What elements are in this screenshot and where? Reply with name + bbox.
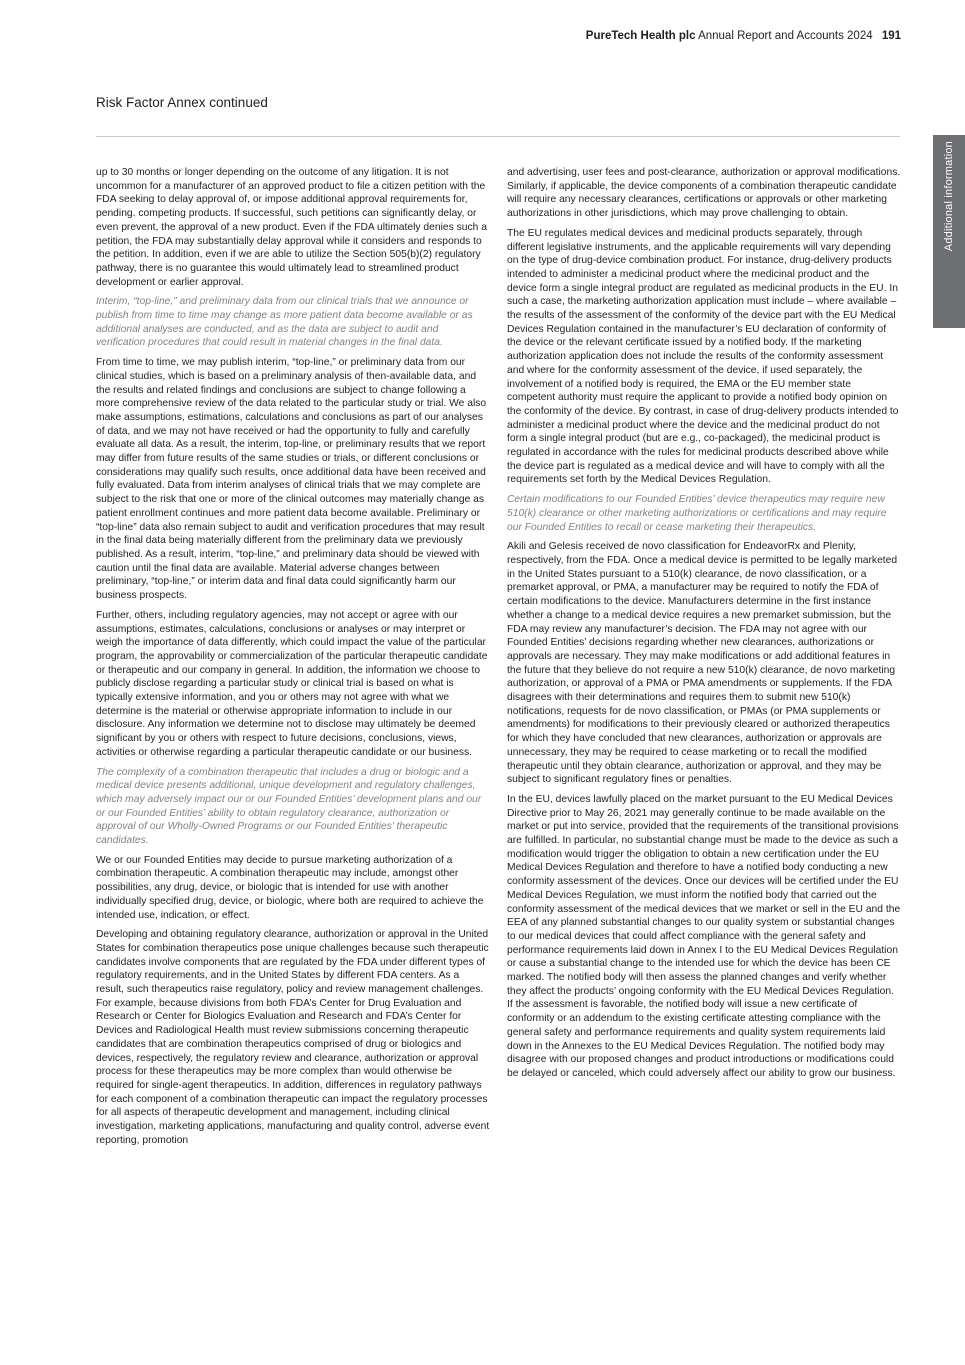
- running-header: [586, 30, 901, 42]
- paragraph: up to 30 months or longer depending on the outcome of any litigation. It is not uncommon for a manufacturer of an approved product to file a citizen petition with the FDA seeking to delay approval of, or impose additional approval requirements for, pending. competing products. If successful, such petitions can significantly delay, or even prevent, the approval of a new product. Even if the FDA ultimately denies such a petition, the FDA may substantially delay approval while it considers and responds to the petition. In addition, even if we are able to utilize the Section 505(b)(2) regulatory pathway, there is no guarantee this would ultimately lead to streamlined product development or earlier approval.: [96, 167, 487, 288]
- paragraph: Akili and Gelesis received de novo classification for EndeavorRx and Plenity, respectively, from the FDA. Once a medical device is permitted to be legally marketed in the United States pursuant to a 510(k) clearance, de novo classification, or a premarket approval, or PMA, a manufacturer may be required to notify the FDA of certain modifications to the device. Manufacturers determine in the first instance whether a change to a medical device requires a new premarket submission, but the FDA may review any manufacturer’s decision. The FDA may not agree with our Founded Entities’ decisions regarding whether new clearances, authorizations or approvals are necessary. They may make modifications or add additional features in the future that they believe do not require a new 510(k) clearance, de novo marketing authorization, or approval of a PMA or PMA amendments or supplements. If the FDA disagrees with their determinations and requires them to submit new 510(k) notifications, requests for de novo classification, or PMAs (or PMA supplements or amendments) for modifications to their previously cleared or authorized therapeutics for which they have concluded that new clearances, authorization or approvals are unnecessary, they may be required to cease marketing or to recall the modified therapeutic until they obtain clearance, authorization or approval, and they may be subject to significant regulatory fines or penalties.: [507, 541, 898, 786]
- paragraph: and advertising, user fees and post-clearance, authorization or approval modifications. Similarly, if applicable, the device components of a combination therapeutic candidate will require any necessary clearances, certifications or approvals or other marketing authorizations in other jurisdictions, which may prove challenging to obtain.: [507, 167, 901, 220]
- right-column: [507, 166, 901, 1087]
- left-column: [96, 166, 490, 1154]
- paragraph: Further, others, including regulatory agencies, may not accept or agree with our assumptions, estimates, calculations, conclusions or analyses or may interpret or weigh the importance of data differently, which could impact the value of the particular program, the approvability or commercialization of the particular therapeutic candidate or therapeutic and our company in general. In addition, the information we choose to publicly disclose regarding a particular study or clinical trial is based on what is typically extensive information, and you or others may not agree with what we determine is the material or otherwise appropriate information to include in our disclosure. Any information we determine not to disclose may ultimately be deemed significant by you or others with respect to future decisions, conclusions, views, activities or otherwise regarding a particular therapeutic candidate or our business.: [96, 609, 488, 758]
- paragraph: We or our Founded Entities may decide to pursue marketing authorization of a combination therapeutic. A combination therapeutic may include, amongst other possibilities, any drug, device, or biologic that is intended for use with another individually specified drug, device, or biologic, where both are required to achieve the intended use, indication, or effect.: [96, 854, 484, 921]
- header-divider: [96, 136, 900, 137]
- report-title: Annual Report and Accounts 2024: [698, 30, 873, 42]
- side-tab[interactable]: [933, 135, 965, 328]
- paragraph: The EU regulates medical devices and medicinal products separately, through different legislative instruments, and the applicable requirements will vary depending on the type of drug-device combination product. For instance, drug-delivery products intended to administer a medicinal product where the medicinal product and the device form a single integral product are regulated as medicinal products in the EU. In such a case, the marketing authorization application must include – where available – the results of the assessment of the conformity of the device part with the EU Medical Devices Regulation contained in the manufacturer’s EU declaration of conformity of the device or the relevant certificate issued by a notified body. If the marketing authorization application does not include the results of the conformity assessment and where for the conformity assessment of the device, if used separately, the involvement of a notified body is required, the EMA or the EU member state competent authority must require the applicant to provide a notified body opinion on the conformity of the device. By contrast, in case of drug-delivery products intended to administer a medicinal product where the device and the medicinal product do not form a single integral product (but are e.g., co-packaged), the medicinal product is regulated in accordance with the rules for medicinal products described above while the device part is regulated as a medical device and will have to comply with all the requirements set forth by the Medical Devices Regulation.: [507, 227, 899, 486]
- side-tab-label: Additional information: [943, 141, 955, 252]
- company-name: PureTech Health plc: [585, 30, 696, 42]
- section-title: Risk Factor Annex continued: [96, 95, 268, 110]
- risk-heading: Certain modifications to our Founded Entities’ device therapeutics may require new 510(k) clearance or other marketing authorizations or certifications and may require our Founded Entities to recall or cease marketing their therapeutics.: [507, 494, 887, 533]
- paragraph: From time to time, we may publish interim, “top-line,” or preliminary data from our clinical studies, which is based on a preliminary analysis of then-available data, and the results and related findings and conclusions are subject to change following a more comprehensive review of the data related to the particular study or trial. We also make assumptions, estimations, calculations and conclusions as part of our analyses of data, and we may not have received or had the opportunity to fully and carefully evaluate all data. As a result, the interim, top-line, or preliminary results that we report may differ from future results of the same studies or trials, or different conclusions or considerations may qualify such results, once additional data have been received and fully evaluated. Data from interim analyses of clinical trials that we may complete are subject to the risk that one or more of the clinical outcomes may materially change as patient enrollment continues and more patient data become available. Preliminary or “top-line” data also remain subject to audit and verification procedures that may result in the final data being materially different from the preliminary data we previously published. As a result, interim, “top-line,” and preliminary data should be viewed with caution until the final data are available. Material adverse changes between preliminary, “top-line,” or interim data and final data could significantly harm our business prospects.: [96, 357, 487, 602]
- risk-heading: Interim, “top-line,” and preliminary data from our clinical trials that we announce or publish from time to time may change as more patient data become available or as additional analyses are conducted, and as the data are subject to audit and verification procedures that could result in material changes in the final data.: [96, 296, 473, 349]
- page-number: 191: [881, 30, 901, 42]
- risk-heading: The complexity of a combination therapeutic that includes a drug or biologic and a medical device presents additional, unique development and regulatory challenges, which may adversely impact our or our Founded Entities’ development plans and our or our Founded Entities’ ability to obtain regulatory clearance, authorization or approval of our Wholly-Owned Programs or our Founded Entities’ therapeutic candidates.: [96, 766, 482, 847]
- paragraph: Developing and obtaining regulatory clearance, authorization or approval in the United States for combination therapeutics pose unique challenges because such therapeutic candidates involve components that are regulated by the FDA under different types of regulatory requirements, and in the United States by different FDA centers. As a result, such therapeutics raise regulatory, policy and review management challenges. For example, because divisions from both FDA’s Center for Drug Evaluation and Research or Center for Biologics Evaluation and Research and FDA’s Center for Devices and Radiological Health must review submissions concerning therapeutic candidates that are combination therapeutics comprised of drug or biologics and devices, respectively, the regulatory review and clearance, authorization or approval process for these therapeutics may be more complex than would otherwise be required for single-agent therapeutics. In addition, differences in regulatory pathways for each component of a combination therapeutic can impact the regulatory processes for all aspects of therapeutic development and management, including clinical investigation, marketing applications, manufacturing and quality control, adverse event reporting, promotion: [96, 929, 490, 1146]
- paragraph: In the EU, devices lawfully placed on the market pursuant to the EU Medical Devices Directive prior to May 26, 2021 may generally continue to be made available on the market or put into service, provided that the requirements of the transitional provisions are fulfilled. In particular, no substantial change must be made to the device as such a modification would trigger the obligation to obtain a new certification under the EU Medical Devices Regulation and therefore to have a notified body conducting a new conformity assessment of the devices. Once our devices will be certified under the EU Medical Devices Regulation, we must inform the notified body that carried out the conformity assessment of the medical devices that we market or sell in the EU and the EEA of any planned substantial changes to our quality system or substantial changes to our medical devices that could affect compliance with the general safety and performance requirements laid down in Annex I to the EU Medical Devices Regulation or cause a substantial change to the intended use for which the device has been CE marked. The notified body will then assess the planned changes and verify whether they affect the products’ ongoing conformity with the EU Medical Devices Regulation. If the assessment is favorable, the notified body will issue a new certificate of conformity or an addendum to the existing certificate attesting compliance with the general safety and performance requirements and quality system requirements laid down in the Annexes to the EU Medical Devices Regulation. The notified body may disagree with our proposed changes and product introductions or modifications could be delayed or canceled, which could adversely affect our ability to grow our business.: [507, 793, 901, 1079]
